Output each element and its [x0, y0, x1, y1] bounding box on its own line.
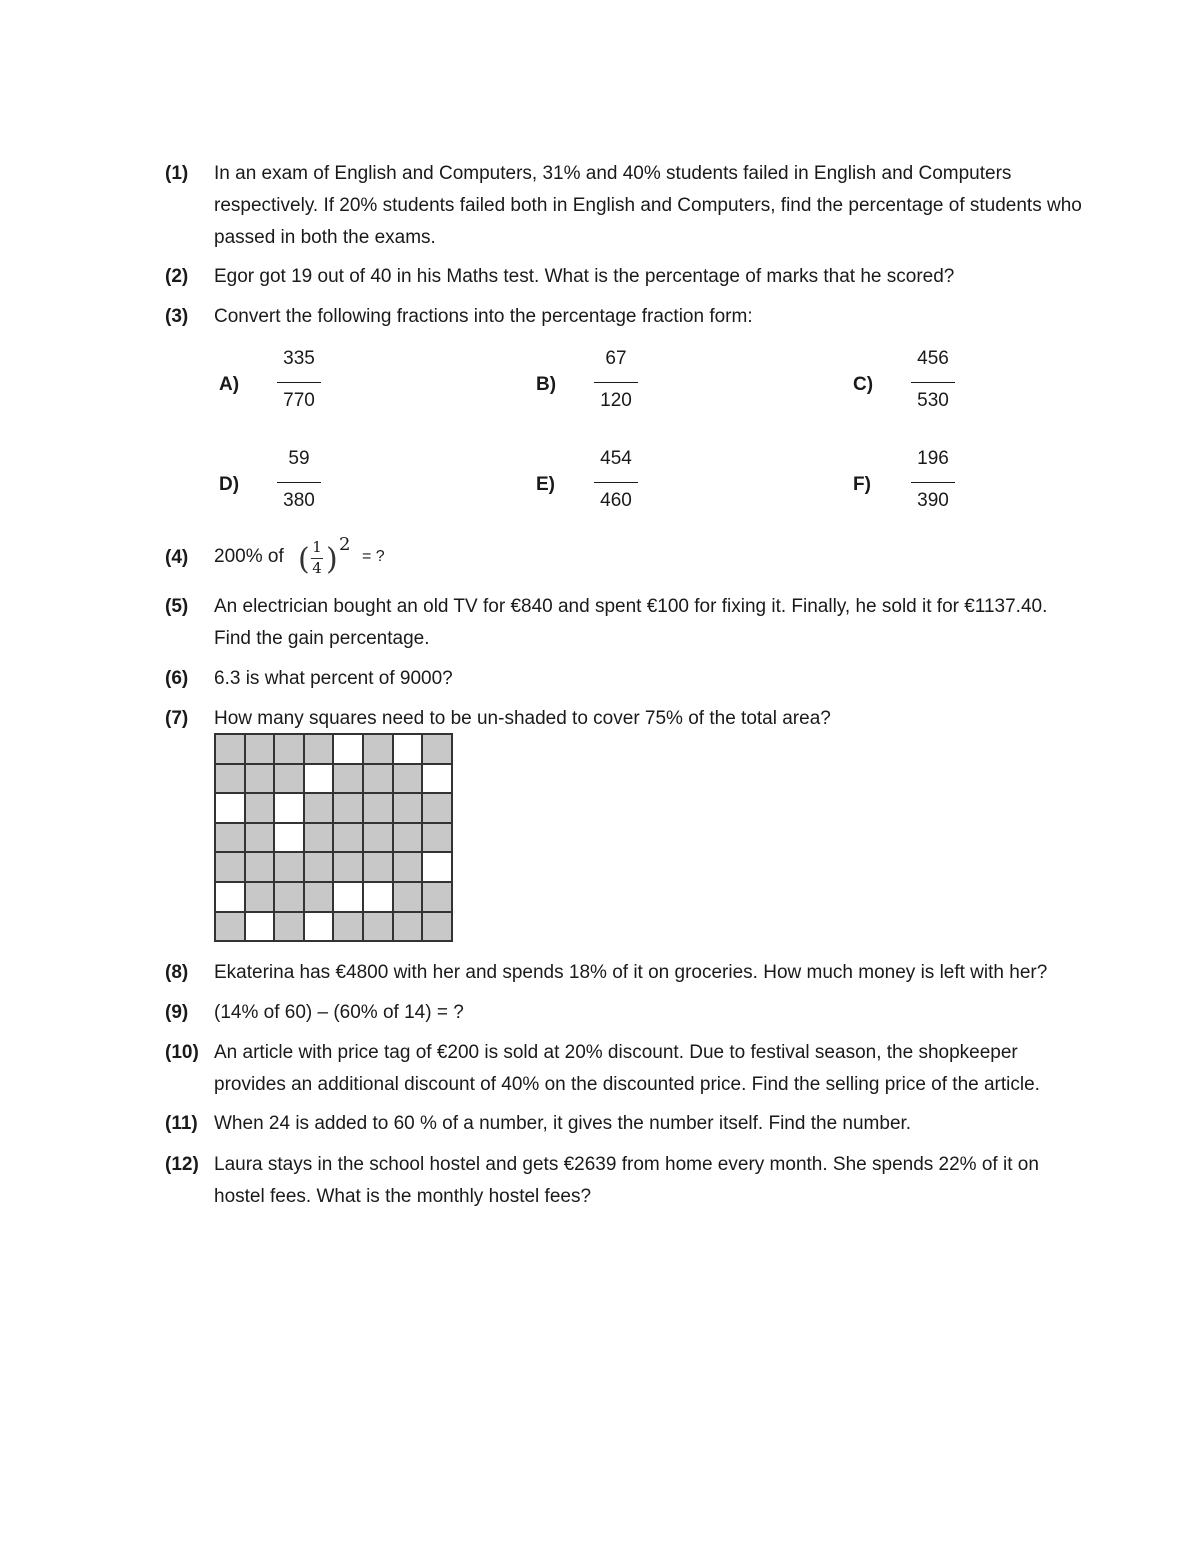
grid-cell-shaded: [392, 822, 422, 852]
question-text: 6.3 is what percent of 9000?: [214, 668, 453, 689]
question-line: Find the gain percentage.: [214, 628, 430, 649]
math-exponent: 2: [339, 534, 351, 555]
grid-cell-shaded: [362, 733, 392, 763]
grid-cell-shaded: [392, 881, 422, 911]
shaded-grid: [214, 733, 453, 942]
grid-cell-shaded: [303, 733, 333, 763]
grid-cell-shaded: [362, 763, 392, 793]
fraction-label: A): [219, 374, 240, 395]
grid-cell-shaded: [421, 733, 451, 763]
fraction-denominator: 380: [283, 490, 315, 511]
grid-cell-shaded: [244, 763, 274, 793]
math-denominator: 4: [312, 559, 322, 577]
fraction-bar: [277, 382, 321, 383]
question-text: Ekaterina has €4800 with her and spends 18% of it on groceries. How much money is left with her?: [214, 962, 1048, 983]
question-number: (6): [165, 668, 189, 689]
fraction-c: [853, 348, 993, 428]
grid-cell-shaded: [332, 792, 362, 822]
grid-cell-unshaded: [214, 792, 244, 822]
grid-cell-shaded: [392, 792, 422, 822]
fraction-numerator: 196: [917, 448, 949, 469]
fraction-b: [536, 348, 676, 428]
fraction-label: D): [219, 474, 240, 495]
math-expression: [214, 534, 434, 588]
grid-cell-shaded: [244, 822, 274, 852]
grid-cell-shaded: [214, 851, 244, 881]
question-line: In an exam of English and Computers, 31% and 40% students failed in English and Computers: [214, 163, 1012, 184]
grid-cell-shaded: [214, 733, 244, 763]
grid-cell-unshaded: [244, 911, 274, 941]
question-line: An electrician bought an old TV for €840 and spent €100 for fixing it. Finally, he sold it for €1137.40.: [214, 596, 1048, 617]
question-number: (8): [165, 962, 189, 983]
question-text: How many squares need to be un-shaded to cover 75% of the total area?: [214, 708, 831, 729]
grid-cell-shaded: [214, 822, 244, 852]
grid-cell-shaded: [392, 763, 422, 793]
question-text: [214, 158, 1174, 254]
grid-cell-shaded: [332, 763, 362, 793]
fraction-numerator: 335: [283, 348, 315, 369]
grid-cell-unshaded: [303, 911, 333, 941]
math-numerator: 1: [312, 538, 322, 556]
fraction-bar: [594, 382, 638, 383]
question-number: (7): [165, 708, 189, 729]
left-paren: (: [298, 542, 310, 577]
fraction-label: F): [853, 474, 871, 495]
grid-cell-shaded: [392, 851, 422, 881]
question-number: (3): [165, 306, 189, 327]
grid-cell-shaded: [362, 822, 392, 852]
fraction-denominator: 460: [600, 490, 632, 511]
grid-cell-shaded: [392, 911, 422, 941]
grid-cells: [214, 733, 453, 942]
question-line: provides an additional discount of 40% on the discounted price. Find the selling price of the article.: [214, 1074, 1040, 1095]
fraction-bar: [911, 382, 955, 383]
grid-cell-shaded: [421, 911, 451, 941]
fraction-denominator: 120: [600, 390, 632, 411]
grid-cell-shaded: [214, 911, 244, 941]
fraction-numerator: 59: [288, 448, 310, 469]
fraction-label: C): [853, 374, 874, 395]
grid-cell-unshaded: [332, 881, 362, 911]
grid-cell-shaded: [273, 733, 303, 763]
fraction-label: B): [536, 374, 557, 395]
grid-cell-shaded: [303, 881, 333, 911]
grid-cell-shaded: [332, 822, 362, 852]
right-paren: ): [326, 542, 338, 577]
fraction-bar: [911, 482, 955, 483]
fraction-numerator: 456: [917, 348, 949, 369]
question-number: (11): [165, 1113, 198, 1134]
grid-cell-shaded: [362, 792, 392, 822]
grid-cell-unshaded: [392, 733, 422, 763]
grid-cell-shaded: [273, 851, 303, 881]
question-number: (2): [165, 266, 189, 287]
question-number: (1): [165, 163, 189, 184]
question-number: (4): [165, 547, 189, 568]
fraction-a: [219, 348, 359, 428]
grid-cell-shaded: [214, 763, 244, 793]
grid-cell-shaded: [332, 851, 362, 881]
grid-cell-shaded: [362, 851, 392, 881]
question-line: hostel fees. What is the monthly hostel fees?: [214, 1186, 592, 1207]
question-text: Egor got 19 out of 40 in his Maths test. What is the percentage of marks that he scored?: [214, 266, 955, 287]
grid-cell-shaded: [244, 733, 274, 763]
grid-cell-shaded: [244, 881, 274, 911]
fraction-label: E): [536, 474, 555, 495]
fraction-f: [853, 448, 993, 528]
grid-cell-shaded: [273, 763, 303, 793]
question-number: (10): [165, 1042, 199, 1063]
fraction-denominator: 770: [283, 390, 315, 411]
fraction-bar: [277, 482, 321, 483]
fraction-bar: [594, 482, 638, 483]
grid-cell-unshaded: [421, 851, 451, 881]
math-suffix: = ?: [362, 548, 385, 565]
question-line: Laura stays in the school hostel and gets €2639 from home every month. She spends 22% of it on: [214, 1154, 1039, 1175]
grid-cell-shaded: [421, 822, 451, 852]
grid-cell-unshaded: [273, 792, 303, 822]
grid-cell-unshaded: [332, 733, 362, 763]
grid-cell-unshaded: [273, 822, 303, 852]
question-number: (12): [165, 1154, 199, 1175]
question-line: passed in both the exams.: [214, 227, 436, 248]
fraction-numerator: 67: [605, 348, 627, 369]
grid-cell-shaded: [273, 881, 303, 911]
grid-cell-unshaded: [214, 881, 244, 911]
grid-cell-shaded: [332, 911, 362, 941]
grid-cell-unshaded: [362, 881, 392, 911]
grid-cell-unshaded: [303, 763, 333, 793]
question-text: (14% of 60) – (60% of 14) = ?: [214, 1002, 464, 1023]
fraction-denominator: 530: [917, 390, 949, 411]
fraction-d: [219, 448, 359, 528]
question-text: Convert the following fractions into the percentage fraction form:: [214, 306, 753, 327]
grid-cell-shaded: [273, 911, 303, 941]
grid-cell-shaded: [303, 822, 333, 852]
grid-cell-shaded: [362, 911, 392, 941]
grid-cell-shaded: [244, 792, 274, 822]
grid-cell-shaded: [421, 881, 451, 911]
grid-cell-shaded: [303, 792, 333, 822]
fraction-numerator: 454: [600, 448, 632, 469]
math-prefix: 200% of: [214, 546, 284, 567]
question-text: When 24 is added to 60 % of a number, it gives the number itself. Find the number.: [214, 1113, 912, 1134]
grid-cell-shaded: [244, 851, 274, 881]
grid-cell-unshaded: [421, 763, 451, 793]
question-line: respectively. If 20% students failed both in English and Computers, find the percentage of students who: [214, 195, 1082, 216]
fraction-e: [536, 448, 676, 528]
fraction-denominator: 390: [917, 490, 949, 511]
grid-cell-shaded: [303, 851, 333, 881]
question-line: An article with price tag of €200 is sold at 20% discount. Due to festival season, the shopkeeper: [214, 1042, 1018, 1063]
grid-cell-shaded: [421, 792, 451, 822]
question-number: (5): [165, 596, 189, 617]
question-number: (9): [165, 1002, 189, 1023]
